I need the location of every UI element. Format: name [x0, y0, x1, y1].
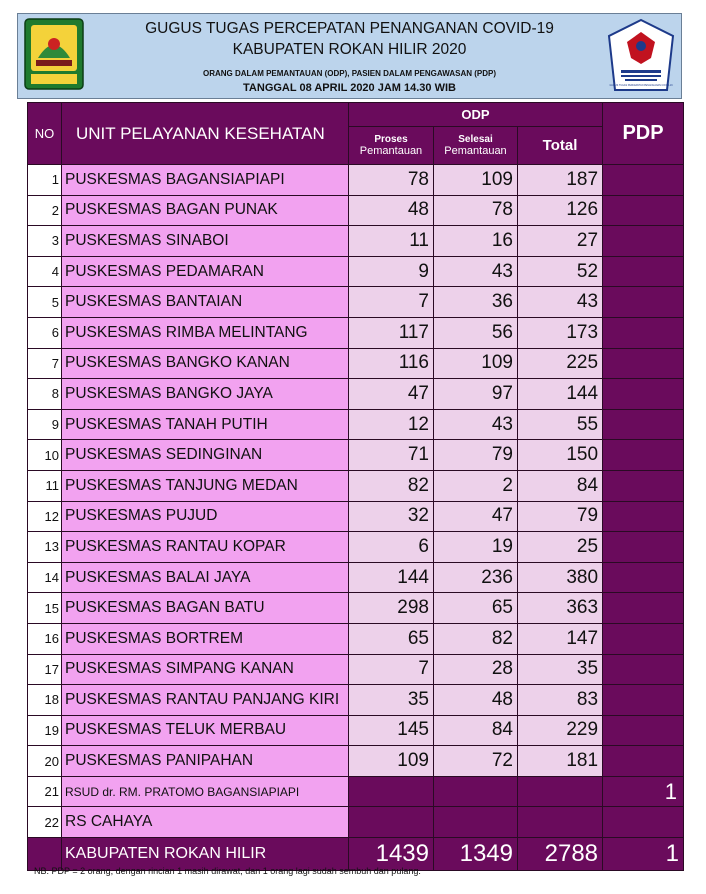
- row-pdp-value: [603, 715, 684, 746]
- table-row: [28, 379, 684, 410]
- row-unit-name: PUSKESMAS BALAI JAYA: [62, 562, 349, 593]
- row-no: 4: [28, 256, 62, 287]
- row-selesai-value: 79: [434, 440, 518, 471]
- hospital-row-selesai-empty: [434, 807, 518, 838]
- row-proses-value: 82: [349, 470, 434, 501]
- row-pdp-value: [603, 685, 684, 716]
- row-total-value: 363: [518, 593, 603, 624]
- row-total-value: 52: [518, 256, 603, 287]
- row-pdp-value: [603, 226, 684, 257]
- row-selesai-value: 43: [434, 256, 518, 287]
- row-pdp-value: [603, 165, 684, 196]
- row-total-value: 27: [518, 226, 603, 257]
- row-total-value: 83: [518, 685, 603, 716]
- row-total-value: 35: [518, 654, 603, 685]
- row-total-value: 79: [518, 501, 603, 532]
- row-selesai-value: 36: [434, 287, 518, 318]
- row-pdp-value: [603, 317, 684, 348]
- row-pdp-value: [603, 501, 684, 532]
- row-selesai-value: 84: [434, 715, 518, 746]
- row-pdp-value: [603, 256, 684, 287]
- table-row: [28, 287, 684, 318]
- row-total-value: 55: [518, 409, 603, 440]
- row-proses-value: 9: [349, 256, 434, 287]
- row-total-value: 84: [518, 470, 603, 501]
- row-no: 3: [28, 226, 62, 257]
- col-selesai-top: Selesai: [458, 134, 493, 145]
- hospital-row-no: 22: [28, 807, 62, 838]
- footnote: NB. PDP = 2 orang, dengan rincian 1 masih dirawat, dan 1 orang lagi sudah sembuh dan pulang.: [34, 866, 421, 876]
- row-total-value: 43: [518, 287, 603, 318]
- row-no: 20: [28, 746, 62, 777]
- table-row: [28, 623, 684, 654]
- row-proses-value: 109: [349, 746, 434, 777]
- report-header: [17, 13, 682, 99]
- row-proses-value: 11: [349, 226, 434, 257]
- odp-pdp-table: [27, 102, 684, 871]
- row-total-value: 225: [518, 348, 603, 379]
- row-proses-value: 65: [349, 623, 434, 654]
- row-unit-name: PUSKESMAS SEDINGINAN: [62, 440, 349, 471]
- row-total-value: 147: [518, 623, 603, 654]
- table-row: [28, 226, 684, 257]
- row-proses-value: 7: [349, 287, 434, 318]
- row-no: 16: [28, 623, 62, 654]
- table-row: [28, 256, 684, 287]
- row-no: 8: [28, 379, 62, 410]
- row-proses-value: 144: [349, 562, 434, 593]
- hospital-row-proses-empty: [349, 807, 434, 838]
- row-total-value: 173: [518, 317, 603, 348]
- total-row-label: KABUPATEN ROKAN HILIR: [62, 838, 349, 871]
- row-unit-name: PUSKESMAS TELUK MERBAU: [62, 715, 349, 746]
- row-unit-name: PUSKESMAS PANIPAHAN: [62, 746, 349, 777]
- hospital-row-total-empty: [518, 807, 603, 838]
- table-row: [28, 165, 684, 196]
- col-selesai-header: [434, 127, 518, 165]
- header-title-line1: GUGUS TUGAS PERCEPATAN PENANGANAN COVID-19: [145, 20, 554, 37]
- row-total-value: 144: [518, 379, 603, 410]
- table-row: [28, 440, 684, 471]
- row-pdp-value: [603, 593, 684, 624]
- row-selesai-value: 2: [434, 470, 518, 501]
- table-body: [28, 165, 684, 777]
- row-pdp-value: [603, 409, 684, 440]
- table-row: [28, 195, 684, 226]
- header-date: TANGGAL 08 APRIL 2020 JAM 14.30 WIB: [243, 82, 456, 94]
- row-proses-value: 35: [349, 685, 434, 716]
- row-pdp-value: [603, 287, 684, 318]
- table-row: [28, 409, 684, 440]
- row-selesai-value: 65: [434, 593, 518, 624]
- row-pdp-value: [603, 379, 684, 410]
- row-selesai-value: 28: [434, 654, 518, 685]
- row-pdp-value: [603, 562, 684, 593]
- row-proses-value: 298: [349, 593, 434, 624]
- row-pdp-value: [603, 654, 684, 685]
- row-no: 7: [28, 348, 62, 379]
- row-total-value: 126: [518, 195, 603, 226]
- row-unit-name: PUSKESMAS SINABOI: [62, 226, 349, 257]
- row-selesai-value: 109: [434, 348, 518, 379]
- header-title-line2: KABUPATEN ROKAN HILIR 2020: [232, 41, 467, 58]
- row-pdp-value: [603, 532, 684, 563]
- row-proses-value: 117: [349, 317, 434, 348]
- total-pdp-value: 1: [603, 838, 684, 871]
- table-row: [28, 532, 684, 563]
- row-total-value: 380: [518, 562, 603, 593]
- row-unit-name: PUSKESMAS BANTAIAN: [62, 287, 349, 318]
- row-selesai-value: 78: [434, 195, 518, 226]
- row-no: 19: [28, 715, 62, 746]
- col-proses-header: [349, 127, 434, 165]
- row-no: 15: [28, 593, 62, 624]
- row-no: 2: [28, 195, 62, 226]
- table-row: [28, 593, 684, 624]
- row-no: 11: [28, 470, 62, 501]
- table-row: [28, 746, 684, 777]
- row-unit-name: PUSKESMAS BAGANSIAPIAPI: [62, 165, 349, 196]
- row-selesai-value: 82: [434, 623, 518, 654]
- hospital-row-pdp-value: [603, 807, 684, 838]
- row-pdp-value: [603, 440, 684, 471]
- row-selesai-value: 48: [434, 685, 518, 716]
- row-proses-value: 12: [349, 409, 434, 440]
- row-unit-name: PUSKESMAS BANGKO JAYA: [62, 379, 349, 410]
- row-proses-value: 7: [349, 654, 434, 685]
- col-proses-top: Proses: [374, 134, 408, 145]
- hospital-row-no: 21: [28, 776, 62, 807]
- row-pdp-value: [603, 746, 684, 777]
- row-unit-name: PUSKESMAS RIMBA MELINTANG: [62, 317, 349, 348]
- row-proses-value: 78: [349, 165, 434, 196]
- header-subtitle: ORANG DALAM PEMANTAUAN (ODP), PASIEN DALAM PENGAWASAN (PDP): [202, 69, 497, 78]
- col-total-header: Total: [518, 127, 603, 165]
- row-unit-name: PUSKESMAS PEDAMARAN: [62, 256, 349, 287]
- row-unit-name: PUSKESMAS TANAH PUTIH: [62, 409, 349, 440]
- hospital-row-selesai-empty: [434, 776, 518, 807]
- row-proses-value: 32: [349, 501, 434, 532]
- row-proses-value: 6: [349, 532, 434, 563]
- row-no: 13: [28, 532, 62, 563]
- row-pdp-value: [603, 348, 684, 379]
- row-unit-name: PUSKESMAS BAGAN PUNAK: [62, 195, 349, 226]
- logo-caption: GUGUS TUGAS PERCEPATAN PENANGANAN COVID-19: [609, 84, 673, 87]
- row-no: 9: [28, 409, 62, 440]
- row-no: 17: [28, 654, 62, 685]
- row-no: 10: [28, 440, 62, 471]
- row-no: 18: [28, 685, 62, 716]
- row-unit-name: PUSKESMAS BAGAN BATU: [62, 593, 349, 624]
- hospital-row-pdp-value: 1: [603, 776, 684, 807]
- row-pdp-value: [603, 470, 684, 501]
- row-selesai-value: 16: [434, 226, 518, 257]
- row-proses-value: 48: [349, 195, 434, 226]
- hospital-row-proses-empty: [349, 776, 434, 807]
- table-row: [28, 654, 684, 685]
- row-selesai-value: 236: [434, 562, 518, 593]
- col-odp-header: ODP: [349, 103, 603, 127]
- hospital-row: [28, 807, 684, 838]
- row-unit-name: PUSKESMAS BORTREM: [62, 623, 349, 654]
- row-no: 12: [28, 501, 62, 532]
- hospital-row-name: RSUD dr. RM. PRATOMO BAGANSIAPIAPI: [62, 776, 349, 807]
- row-total-value: 181: [518, 746, 603, 777]
- hospital-row: [28, 776, 684, 807]
- row-proses-value: 116: [349, 348, 434, 379]
- row-proses-value: 47: [349, 379, 434, 410]
- row-no: 14: [28, 562, 62, 593]
- col-selesai-bottom: Pemantauan: [444, 145, 507, 157]
- row-selesai-value: 43: [434, 409, 518, 440]
- total-selesai-value: 1349: [434, 838, 518, 871]
- col-unit-header: UNIT PELAYANAN KESEHATAN: [62, 103, 349, 165]
- row-unit-name: PUSKESMAS RANTAU KOPAR: [62, 532, 349, 563]
- row-no: 6: [28, 317, 62, 348]
- col-proses-bottom: Pemantauan: [359, 145, 423, 157]
- row-pdp-value: [603, 195, 684, 226]
- row-selesai-value: 109: [434, 165, 518, 196]
- regency-emblem-icon: [24, 18, 84, 90]
- row-proses-value: 71: [349, 440, 434, 471]
- row-total-value: 229: [518, 715, 603, 746]
- row-unit-name: PUSKESMAS BANGKO KANAN: [62, 348, 349, 379]
- covid-task-force-logo-icon: [607, 18, 675, 94]
- row-unit-name: PUSKESMAS TANJUNG MEDAN: [62, 470, 349, 501]
- row-selesai-value: 72: [434, 746, 518, 777]
- row-proses-value: 145: [349, 715, 434, 746]
- row-selesai-value: 47: [434, 501, 518, 532]
- row-total-value: 150: [518, 440, 603, 471]
- row-total-value: 187: [518, 165, 603, 196]
- row-unit-name: PUSKESMAS PUJUD: [62, 501, 349, 532]
- table-row: [28, 348, 684, 379]
- table-row: [28, 317, 684, 348]
- row-selesai-value: 97: [434, 379, 518, 410]
- col-no-header: NO: [28, 103, 62, 165]
- row-total-value: 25: [518, 532, 603, 563]
- table-row: [28, 501, 684, 532]
- total-proses-value: 1439: [349, 838, 434, 871]
- total-total-value: 2788: [518, 838, 603, 871]
- table-row: [28, 562, 684, 593]
- row-selesai-value: 56: [434, 317, 518, 348]
- table-row: [28, 685, 684, 716]
- row-unit-name: PUSKESMAS RANTAU PANJANG KIRI: [62, 685, 349, 716]
- row-pdp-value: [603, 623, 684, 654]
- col-pdp-header: PDP: [603, 103, 684, 165]
- row-no: 5: [28, 287, 62, 318]
- hospital-row-name: RS CAHAYA: [62, 807, 349, 838]
- row-no: 1: [28, 165, 62, 196]
- table-row: [28, 470, 684, 501]
- table-row: [28, 715, 684, 746]
- row-unit-name: PUSKESMAS SIMPANG KANAN: [62, 654, 349, 685]
- hospital-row-total-empty: [518, 776, 603, 807]
- row-selesai-value: 19: [434, 532, 518, 563]
